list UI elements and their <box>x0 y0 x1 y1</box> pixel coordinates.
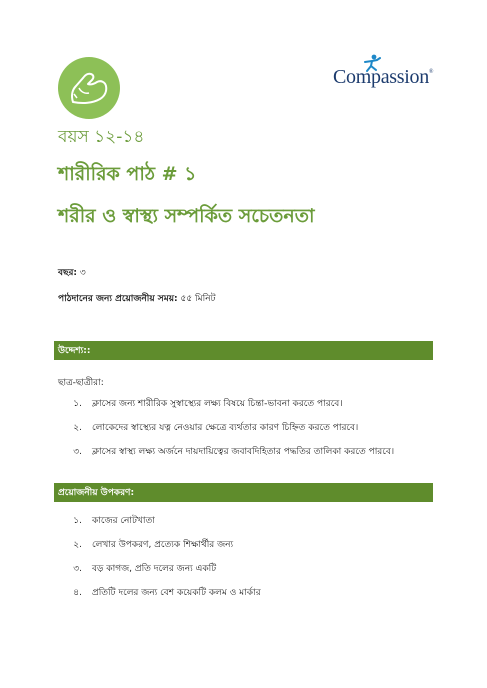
compassion-logo <box>333 54 433 90</box>
item-number: ১. <box>73 398 82 409</box>
list-item <box>58 556 261 580</box>
age-range: বয়স ১২-১৪ <box>58 127 145 147</box>
lesson-subtitle: শরীর ও স্বাস্থ্য সম্পর্কিত সচেতনতা <box>58 205 315 227</box>
list-item <box>58 439 394 463</box>
item-text: লোকেদের স্বাস্থ্যের যত্ন নেওয়ার ক্ষেত্রে ব্যর্থতার কারণ চিহ্নিত করতে পারবে। <box>92 422 359 433</box>
flexed-arm-icon <box>67 68 111 108</box>
objectives-list <box>58 391 394 463</box>
item-text: বড় কাগজ, প্রতি দলের জন্য একটি <box>92 563 217 574</box>
time-label: পাঠদানের জন্য প্রয়োজনীয় সময়: <box>58 294 178 304</box>
item-text: ক্লাসের জন্য শারীরিক সুস্বাস্থ্যের লক্ষ্য বিষয়ে চিন্তা-ভাবনা করতে পারবে। <box>92 398 343 409</box>
objectives-intro: ছাত্র-ছাত্রীরা: <box>58 378 104 388</box>
materials-heading: প্রয়োজনীয় উপকরণ: <box>54 483 433 502</box>
lesson-title: শারীরিক পাঠ # ১ <box>58 163 197 185</box>
materials-list <box>58 508 261 604</box>
item-number: ১. <box>73 515 82 526</box>
year-value: ৩ <box>79 268 86 278</box>
item-number: ৩. <box>73 563 82 574</box>
list-item <box>58 391 394 415</box>
item-text: প্রতিটি দলের জন্য বেশ কয়েকটি কলম ও মার্কার <box>92 587 261 598</box>
item-text: লেখার উপকরণ, প্রত্যেক শিক্ষার্থীর জন্য <box>92 539 234 550</box>
year-label: বছর: <box>58 268 78 278</box>
item-number: ২. <box>73 422 82 433</box>
lesson-badge <box>58 57 120 119</box>
brand-name: Compassion® <box>333 66 434 88</box>
item-text: কাজের নোটখাতা <box>92 515 155 526</box>
list-item <box>58 580 261 604</box>
item-text: ক্লাসের স্বাস্থ্য লক্ষ্য অর্জনে দায়দায়িত্বের জবাবদিহিতার পদ্ধতির তালিকা করতে পারবে। <box>92 446 395 457</box>
item-number: ৪. <box>73 587 82 598</box>
list-item <box>58 508 261 532</box>
year-line <box>58 265 86 280</box>
time-line <box>58 291 215 306</box>
objectives-heading: উদ্দেশ্য:: <box>54 341 433 360</box>
item-number: ২. <box>73 539 82 550</box>
time-value: ৫৫ মিনিট <box>180 294 216 304</box>
list-item <box>58 415 394 439</box>
list-item <box>58 532 261 556</box>
item-number: ৩. <box>73 446 82 457</box>
